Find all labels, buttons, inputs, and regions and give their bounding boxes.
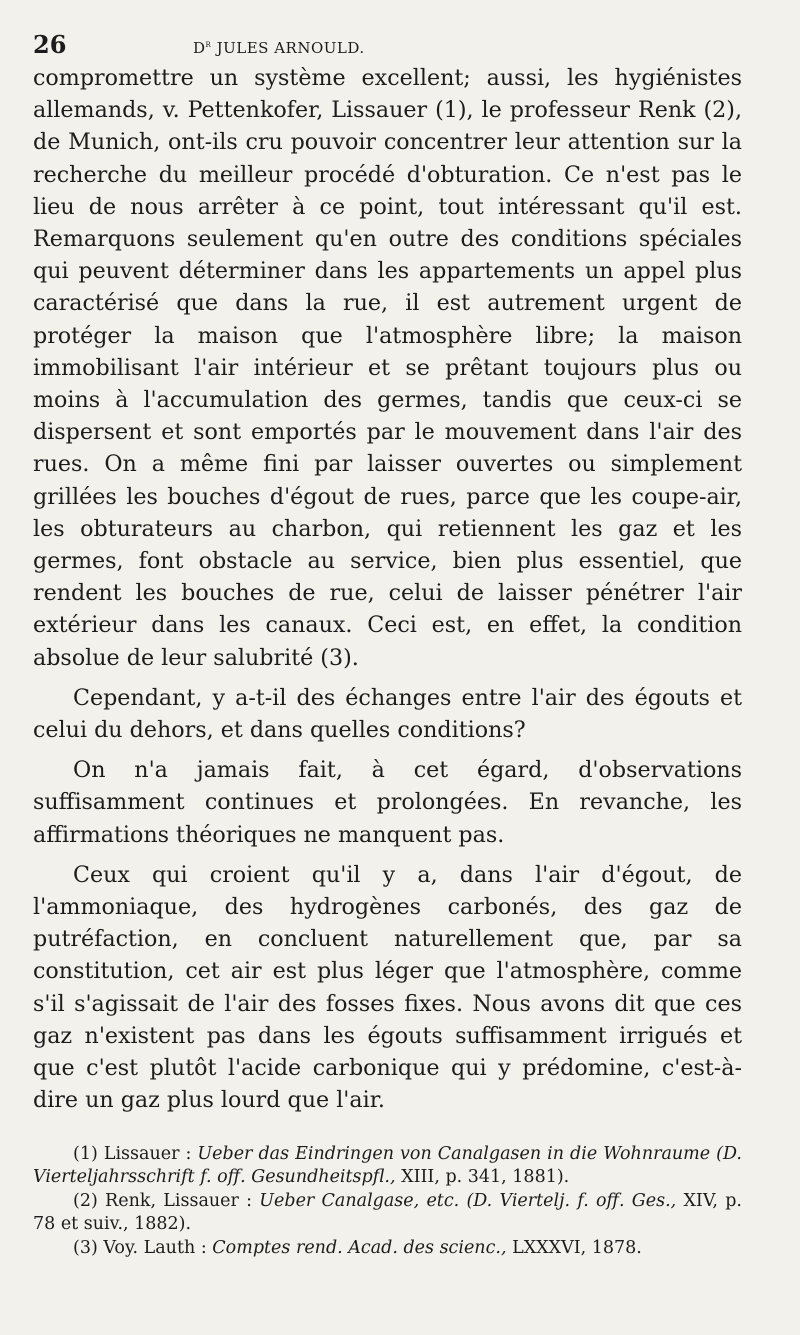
footnote [33, 1237, 742, 1261]
footnote-title: Ueber das Eindringen von Canalgasen in die Wohnraume [197, 1143, 711, 1164]
footnote-marker: (2) [73, 1190, 98, 1211]
footnote [33, 1190, 742, 1237]
footnote-author: Lissauer : [103, 1143, 192, 1164]
footnote-source: (D. Vierteljahrsschrift f. off. Gesundheitspfl., [33, 1143, 742, 1187]
running-head [193, 39, 365, 57]
page-header [33, 30, 742, 59]
footnote-source: etc. (D. Viertelj. f. off. Ges., [426, 1190, 677, 1211]
body-text [33, 62, 742, 1117]
paragraph: On n'a jamais fait, à cet égard, d'observations suffisamment continues et prolongées. En revanche, les affirmations théoriques ne manquent pas. [33, 757, 742, 848]
paragraph: Cependant, y a-t-il des échanges entre l'air des égouts et celui du dehors, et dans quelles conditions? [33, 684, 742, 744]
footnote-title: Ueber Canalgase, [259, 1190, 420, 1211]
footnote-rest: XIII, p. 341, 1881). [401, 1167, 570, 1187]
footnotes [33, 1143, 742, 1261]
paragraph: compromettre un système excellent; aussi, les hygiénistes allemands, v. Pettenkofer, Lissauer (1), le professeur Renk (2), de Munich, ont-ils cru pouvoir concentrer leur attention sur la recherche du meilleur procédé d'obturation. Ce n'est pas le lieu de nous arrêter à ce point, tout intéressant qu'il est. Remarquons seulement qu'en outre des conditions spéciales qui peuvent déterminer dans les appartements un appel plus caractérisé que dans la rue, il est autrement urgent de protéger la maison que l'atmosphère libre; la maison immobilisant l'air intérieur et se prêtant toujours plus ou moins à l'accumulation des germes, tandis que ceux-ci se dispersent et sont emportés par le mouvement dans l'air des rues. On a même fini par laisser ouvertes ou simplement grillées les bouches d'égout de rues, parce que les coupe-air, les obturateurs au charbon, qui retiennent les gaz et les germes, font obstacle au service, bien plus essentiel, que rendent les bouches de rue, celui de laisser pénétrer l'air extérieur dans les canaux. Ceci est, en effet, la condition absolue de leur salubrité (3). [33, 65, 742, 671]
footnote-author: Voy. Lauth : [103, 1237, 207, 1258]
running-head-prefix: D [193, 39, 206, 57]
paragraph: Ceux qui croient qu'il y a, dans l'air d'égout, de l'ammoniaque, des hydrogènes carbonés, des gaz de putréfaction, en concluent naturellement que, par sa constitution, cet air est plus léger que l'atmosphère, comme s'il s'agissait de l'air des fosses fixes. Nous avons dit que ces gaz n'existent pas dans les égouts suffisamment irrigués et que c'est plutôt l'acide carbonique qui y prédomine, c'est-à-dire un gaz plus lourd que l'air. [33, 861, 742, 1114]
footnote-rest: LXXXVI, 1878. [512, 1237, 642, 1258]
footnote [33, 1143, 742, 1190]
running-head-name: JULES ARNOULD. [216, 39, 365, 57]
footnote-marker: (1) [73, 1143, 98, 1164]
page-number: 26 [33, 30, 67, 59]
footnote-author: Renk, Lissauer : [105, 1190, 253, 1211]
running-head-sup: r [205, 39, 212, 50]
footnote-rest: XIV, p. 78 et suiv., 1882). [33, 1190, 742, 1234]
footnote-marker: (3) [73, 1237, 98, 1258]
footnote-title: Comptes rend. Acad. des scienc., [212, 1237, 507, 1258]
